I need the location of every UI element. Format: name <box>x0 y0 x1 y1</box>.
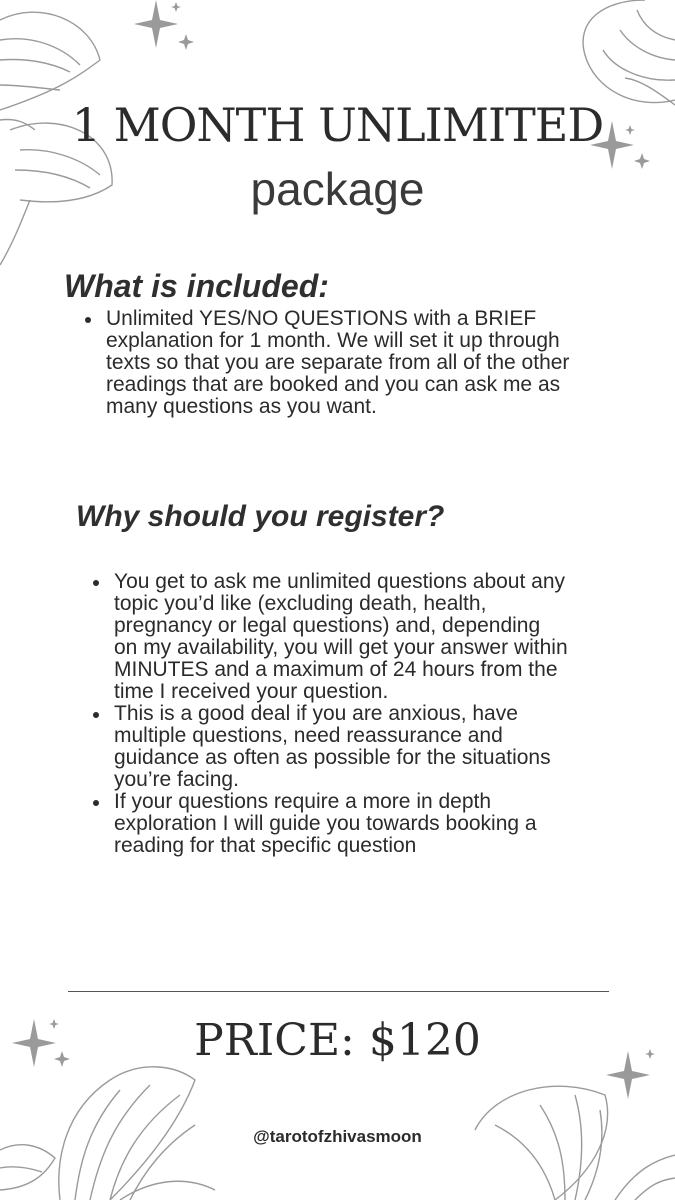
included-heading: What is included: <box>64 268 329 304</box>
list-item: You get to ask me unlimited questions about any topic you’d like (excluding death, health, pregnancy or legal questions) and, depending on my availability, you will get your answer within MINUTES and a maximum of 24 hours from the time I received your question. <box>88 571 568 703</box>
divider <box>68 991 609 992</box>
page-title: 1 MONTH UNLIMITED <box>71 98 604 152</box>
sparkle-top-icon <box>128 0 203 55</box>
included-list <box>80 308 600 418</box>
price-label: PRICE: $120 <box>194 1015 481 1066</box>
page-subtitle: package <box>250 163 425 215</box>
why-list <box>88 571 568 857</box>
social-handle: @tarotofzhivasmoon <box>253 1127 422 1146</box>
list-item: Unlimited YES/NO QUESTIONS with a BRIEF explanation for 1 month. We will set it up through texts so that you are separate from all of the other readings that are booked and you can ask me as many questions as you want. <box>80 308 600 418</box>
list-item: If your questions require a more in depth exploration I will guide you towards booking a reading for that specific question <box>88 791 568 857</box>
why-heading: Why should you register? <box>76 500 445 533</box>
list-item: This is a good deal if you are anxious, have multiple questions, need reassurance and guidance as often as possible for the situations you’re facing. <box>88 703 568 791</box>
